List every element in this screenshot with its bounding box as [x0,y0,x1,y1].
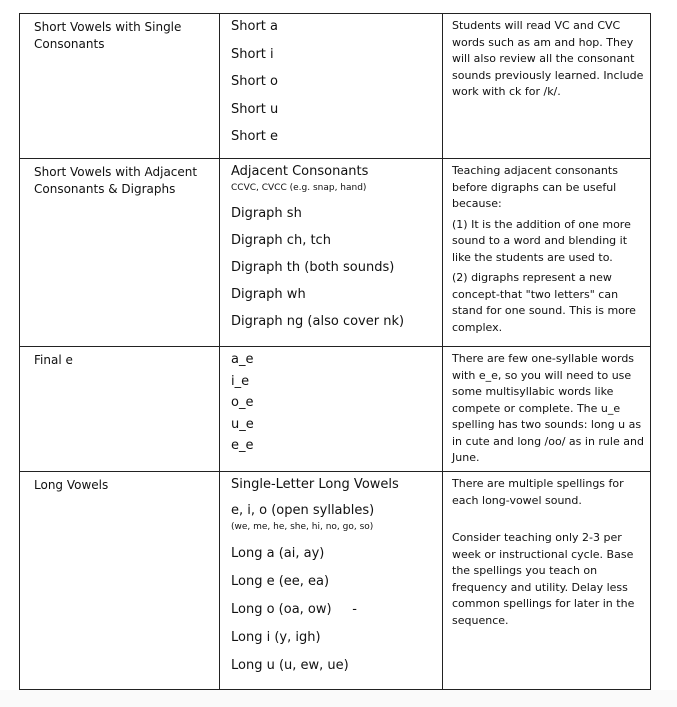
category-cell [20,14,220,159]
skills-cell [220,159,443,347]
skill-item: e, i, o (open syllables) [231,503,375,518]
skill-item: Digraph wh [231,287,306,302]
skill-item: Short e [231,129,279,144]
skill-item: Short a [231,19,278,34]
skill-item: Short o [231,74,278,89]
skill-item: Short i [231,46,274,62]
note-paragraph: Consider teaching only 2-3 per week or instructional cycle. Base the spellings you teach on frequency and utility. Delay less common spellings for later in the sequence. [452,531,635,627]
skill-subnote: (we, me, he, she, hi, no, go, so) [231,522,374,532]
category-label: Short Vowels with Single Consonants [34,20,182,51]
note-paragraph: (2) digraphs represent a new concept-that "two letters" can stand for one sound. This is more complex. [452,271,636,334]
skill-item: a_e [231,352,254,367]
skill-item: e_e [231,438,254,453]
skill-item: Adjacent Consonants [231,164,369,179]
note-paragraph: Teaching adjacent consonants before digraphs can be useful because: [452,164,618,210]
skills-cell [220,472,443,690]
note-paragraph: There are few one-syllable words with e_e, so you will need to use some multisyllabic words like compete or complete. The u_e spelling has two sounds: long u as in cute and long /oo/ as in rule and June. [452,352,644,464]
skill-item: u_e [231,416,254,432]
skill-item: Digraph ng (also cover nk) [231,314,405,329]
phonics-scope-table [19,13,651,690]
skill-item: Long a (ai, ay) [231,546,325,561]
skill-item: Long i (y, igh) [231,630,321,645]
category-label: Long Vowels [34,478,109,492]
skill-item: Digraph th (both sounds) [231,260,395,275]
skill-item: Short u [231,101,279,117]
skill-subnote: CCVC, CVCC (e.g. snap, hand) [231,183,367,193]
skills-cell [220,14,443,159]
skill-item: o_e [231,395,254,410]
skill-item: Digraph ch, tch [231,233,331,248]
notes-cell [443,159,651,347]
notes-cell [443,472,651,690]
table-row [20,347,651,472]
skills-cell [220,347,443,472]
skill-item: i_e [231,373,250,389]
table-row [20,14,651,159]
note-paragraph: Students will read VC and CVC words such as am and hop. They will also review all the consonant sounds previously learned. Include work with ck for /k/. [452,19,644,98]
skill-item: Long e (ee, ea) [231,574,330,589]
table-row [20,472,651,690]
table-row [20,159,651,347]
category-cell [20,347,220,472]
notes-cell [443,14,651,159]
notes-cell [443,347,651,472]
skill-item: Single-Letter Long Vowels [231,477,399,492]
category-label: Final e [34,353,73,367]
skill-item: Digraph sh [231,206,302,221]
skill-item: Long o (oa, ow) - [231,602,357,617]
category-cell [20,159,220,347]
skill-item: Long u (u, ew, ue) [231,658,349,673]
category-label: Short Vowels with Adjacent Consonants & Digraphs [34,165,198,196]
note-paragraph: (1) It is the addition of one more sound to a word and blending it like the students are used to. [452,217,631,264]
note-paragraph: There are multiple spellings for each long-vowel sound. [452,477,624,507]
category-cell [20,472,220,690]
